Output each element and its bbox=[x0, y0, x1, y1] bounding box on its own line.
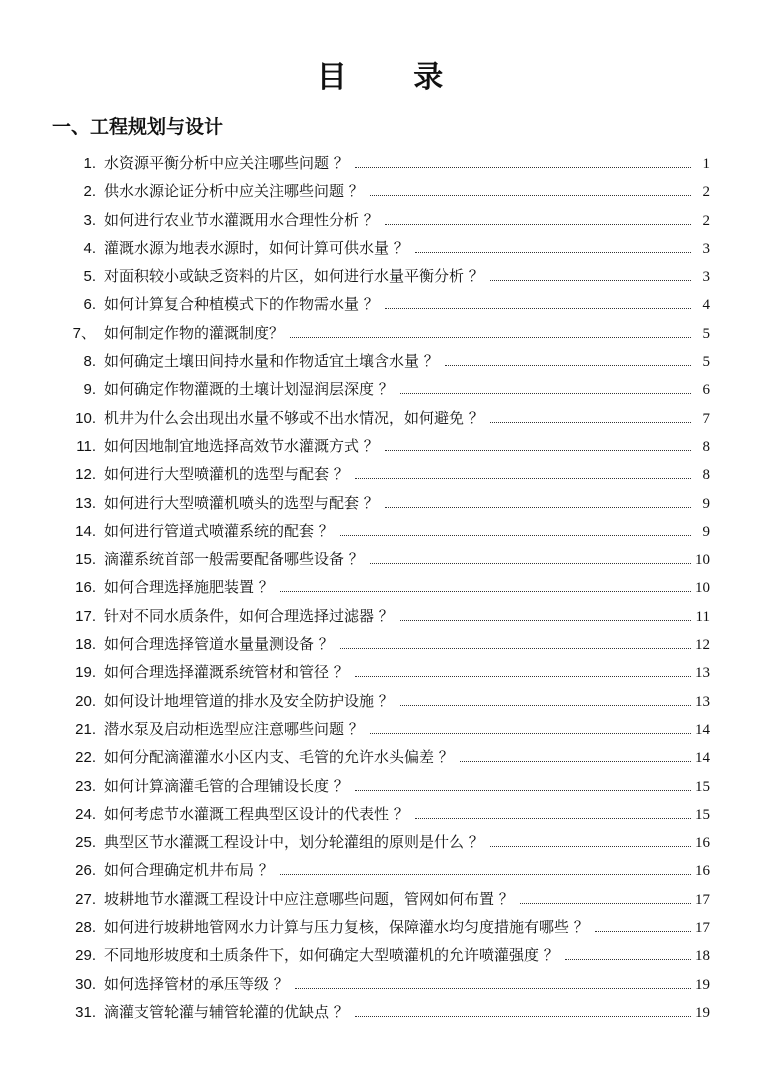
toc-entry-title: 针对不同水质条件，如何合理选择过滤器 ？ bbox=[104, 606, 394, 625]
toc-entry[interactable] bbox=[62, 690, 710, 718]
toc-entry-number: 3. bbox=[83, 211, 96, 229]
toc-entry-number: 19. bbox=[75, 664, 96, 682]
toc-leader-dots bbox=[355, 790, 691, 791]
toc-entry-page: 11 bbox=[695, 608, 710, 625]
toc-entry-number: 8. bbox=[83, 353, 96, 371]
toc-leader-dots bbox=[415, 818, 691, 819]
page-title: 目 录 bbox=[316, 60, 472, 95]
toc-entry-page: 5 bbox=[702, 325, 710, 342]
toc-entry[interactable] bbox=[62, 180, 710, 208]
toc-entry-title: 如何确定土壤田间持水量和作物适宜土壤含水量 ？ bbox=[104, 352, 439, 371]
toc-entry-number: 5. bbox=[83, 268, 96, 286]
toc-leader-dots bbox=[400, 705, 691, 706]
toc-entry[interactable] bbox=[62, 237, 710, 265]
toc-leader-dots bbox=[400, 393, 691, 394]
toc-entry-page: 19 bbox=[695, 1004, 710, 1021]
toc-entry-page: 13 bbox=[695, 665, 710, 682]
toc-entry-title: 如何进行农业节水灌溉用水合理性分析 ？ bbox=[104, 210, 379, 229]
toc-leader-dots bbox=[355, 478, 691, 479]
toc-leader-dots bbox=[520, 903, 691, 904]
toc-leader-dots bbox=[280, 591, 691, 592]
toc-entry[interactable] bbox=[62, 718, 710, 746]
toc-entry-number: 18. bbox=[75, 636, 96, 654]
toc-entry-title: 如何因地制宜地选择高效节水灌溉方式 ？ bbox=[104, 436, 379, 455]
toc-entry[interactable] bbox=[62, 746, 710, 774]
toc-entry-page: 16 bbox=[695, 863, 710, 880]
toc-entry-page: 1 bbox=[702, 156, 710, 172]
toc-leader-dots bbox=[490, 846, 691, 847]
toc-leader-dots bbox=[340, 648, 691, 649]
toc-entry-number: 23. bbox=[75, 777, 96, 795]
toc-entry-title: 滴灌支管轮灌与辅管轮灌的优缺点 ？ bbox=[104, 1002, 349, 1021]
toc-entry-number: 4. bbox=[83, 239, 96, 257]
toc-entry-number: 13. bbox=[75, 494, 96, 512]
toc-entry-number: 20. bbox=[75, 692, 96, 710]
toc-entry-number: 17. bbox=[75, 607, 96, 625]
toc-entry-page: 12 bbox=[695, 637, 710, 654]
toc-entry-page: 8 bbox=[702, 467, 710, 484]
toc-entry[interactable] bbox=[62, 944, 710, 972]
toc-entry-number: 27. bbox=[75, 890, 96, 908]
toc-entry[interactable] bbox=[62, 209, 710, 237]
toc-entry[interactable] bbox=[62, 661, 710, 689]
toc-entry[interactable] bbox=[62, 888, 710, 916]
toc-leader-dots bbox=[280, 874, 691, 875]
toc-entry-title: 不同地形坡度和土质条件下，如何确定大型喷灌机的允许喷灌强度 ？ bbox=[104, 946, 559, 965]
toc-entry[interactable] bbox=[62, 435, 710, 463]
toc-entry[interactable] bbox=[62, 350, 710, 378]
toc-entry-title: 如何选择管材的承压等级 ？ bbox=[104, 974, 289, 993]
toc-entry-title: 如何进行坡耕地管网水力计算与压力复核，保障灌水均匀度措施有哪些 ？ bbox=[104, 918, 589, 937]
toc-entry-number: 6. bbox=[83, 296, 96, 314]
toc-entry-number: 1. bbox=[83, 155, 96, 172]
toc-entry-page: 14 bbox=[695, 750, 710, 767]
toc-leader-dots bbox=[400, 620, 691, 621]
toc-entry[interactable] bbox=[62, 548, 710, 576]
toc-entry-page: 13 bbox=[695, 693, 710, 710]
toc-entry-page: 9 bbox=[702, 495, 710, 512]
toc-entry-number: 16. bbox=[75, 579, 96, 597]
toc-leader-dots bbox=[290, 337, 691, 338]
toc-entry[interactable] bbox=[62, 463, 710, 491]
toc-entry-title: 典型区节水灌溉工程设计中，划分轮灌组的原则是什么 ？ bbox=[104, 833, 484, 852]
toc-entry-number: 29. bbox=[75, 947, 96, 965]
toc-entry-title: 如何合理选择灌溉系统管材和管径 ？ bbox=[104, 663, 349, 682]
toc-leader-dots bbox=[370, 563, 691, 564]
toc-leader-dots bbox=[595, 931, 691, 932]
toc-entry[interactable] bbox=[62, 916, 710, 944]
toc-entry-number: 12. bbox=[75, 466, 96, 484]
toc-entry-title: 如何计算复合种植模式下的作物需水量 ？ bbox=[104, 295, 379, 314]
section-heading: 一、工程规划与设计 bbox=[52, 116, 224, 138]
toc-entry[interactable] bbox=[62, 576, 710, 604]
toc-entry-page: 9 bbox=[702, 523, 710, 540]
toc-entry-page: 6 bbox=[702, 382, 710, 399]
toc-entry[interactable] bbox=[62, 492, 710, 520]
toc-leader-dots bbox=[490, 280, 691, 281]
toc-entry[interactable] bbox=[62, 520, 710, 548]
toc-entry-page: 3 bbox=[702, 240, 710, 257]
toc-entry-page: 4 bbox=[702, 297, 710, 314]
toc-entry-number: 26. bbox=[75, 862, 96, 880]
toc-leader-dots bbox=[445, 365, 691, 366]
toc-entry[interactable] bbox=[62, 1001, 710, 1029]
toc-entry-number: 9. bbox=[83, 381, 96, 399]
toc-entry[interactable] bbox=[62, 831, 710, 859]
toc-leader-dots bbox=[385, 224, 691, 225]
toc-leader-dots bbox=[415, 252, 691, 253]
toc-entry-page: 16 bbox=[695, 835, 710, 852]
toc-entry-title: 如何计算滴灌毛管的合理铺设长度 ？ bbox=[104, 776, 349, 795]
toc-entry[interactable] bbox=[62, 152, 710, 180]
toc-entry-number: 10. bbox=[75, 409, 96, 427]
toc-entry-page: 17 bbox=[695, 920, 710, 937]
toc-entry-number: 24. bbox=[75, 805, 96, 823]
toc-entry[interactable] bbox=[62, 322, 710, 350]
toc-entry-page: 10 bbox=[695, 580, 710, 597]
toc-leader-dots bbox=[490, 422, 691, 423]
toc-entry-number: 28. bbox=[75, 919, 96, 937]
toc-entry-title: 如何设计地埋管道的排水及安全防护设施 ？ bbox=[104, 691, 394, 710]
toc-entry-title: 水资源平衡分析中应关注哪些问题 ？ bbox=[104, 154, 349, 172]
toc-entry-number: 7、 bbox=[72, 324, 96, 342]
toc-entry[interactable] bbox=[62, 633, 710, 661]
toc-entry-page: 2 bbox=[702, 212, 710, 229]
toc-entry-title: 如何分配滴灌灌水小区内支、毛管的允许水头偏差 ？ bbox=[104, 748, 454, 767]
toc-entry-page: 3 bbox=[702, 269, 710, 286]
toc-entry-page: 2 bbox=[702, 184, 710, 201]
toc-entry-title: 如何合理确定机井布局 ？ bbox=[104, 861, 274, 880]
toc-entry-title: 如何考虑节水灌溉工程典型区设计的代表性 ？ bbox=[104, 804, 409, 823]
toc-entry[interactable] bbox=[62, 265, 710, 293]
toc-entry-title: 滴灌系统首部一般需要配备哪些设备 ？ bbox=[104, 550, 364, 569]
toc-leader-dots bbox=[565, 959, 691, 960]
toc-list bbox=[62, 152, 710, 1029]
toc-leader-dots bbox=[385, 450, 691, 451]
toc-entry[interactable] bbox=[62, 378, 710, 406]
toc-entry-title: 如何确定作物灌溉的土壤计划湿润层深度 ？ bbox=[104, 380, 394, 399]
toc-entry-number: 14. bbox=[75, 522, 96, 540]
toc-entry-number: 30. bbox=[75, 975, 96, 993]
toc-entry[interactable] bbox=[62, 293, 710, 321]
toc-entry[interactable] bbox=[62, 775, 710, 803]
toc-entry[interactable] bbox=[62, 973, 710, 1001]
toc-entry-number: 11. bbox=[76, 437, 96, 455]
toc-entry-title: 潜水泵及启动柜选型应注意哪些问题 ？ bbox=[104, 719, 364, 738]
toc-leader-dots bbox=[355, 676, 691, 677]
toc-entry-number: 21. bbox=[75, 720, 96, 738]
toc-leader-dots bbox=[385, 507, 691, 508]
toc-entry-page: 7 bbox=[702, 410, 710, 427]
toc-entry-page: 15 bbox=[695, 806, 710, 823]
toc-entry-page: 8 bbox=[702, 438, 710, 455]
toc-entry[interactable] bbox=[62, 803, 710, 831]
toc-entry-title: 如何进行大型喷灌机的选型与配套 ？ bbox=[104, 465, 349, 484]
toc-entry[interactable] bbox=[62, 407, 710, 435]
toc-leader-dots bbox=[340, 535, 691, 536]
toc-entry-title: 如何合理选择管道水量量测设备 ？ bbox=[104, 635, 334, 654]
toc-entry-page: 17 bbox=[695, 891, 710, 908]
toc-entry-page: 10 bbox=[695, 552, 710, 569]
toc-entry[interactable] bbox=[62, 859, 710, 887]
toc-entry-title: 供水水源论证分析中应关注哪些问题 ？ bbox=[104, 182, 364, 201]
toc-leader-dots bbox=[355, 167, 691, 168]
toc-entry-number: 31. bbox=[75, 1003, 96, 1021]
toc-entry-page: 19 bbox=[695, 976, 710, 993]
toc-entry-number: 22. bbox=[75, 749, 96, 767]
toc-entry-title: 如何进行管道式喷灌系统的配套 ？ bbox=[104, 521, 334, 540]
toc-leader-dots bbox=[370, 733, 691, 734]
toc-entry-title: 灌溉水源为地表水源时，如何计算可供水量 ？ bbox=[104, 238, 409, 257]
toc-entry[interactable] bbox=[62, 605, 710, 633]
toc-entry-title: 坡耕地节水灌溉工程设计中应注意哪些问题，管网如何布置 ？ bbox=[104, 889, 514, 908]
toc-leader-dots bbox=[370, 195, 691, 196]
toc-entry-title: 如何进行大型喷灌机喷头的选型与配套 ？ bbox=[104, 493, 379, 512]
toc-entry-number: 2. bbox=[83, 183, 96, 201]
toc-entry-page: 5 bbox=[702, 354, 710, 371]
toc-leader-dots bbox=[460, 761, 691, 762]
toc-entry-number: 15. bbox=[75, 551, 96, 569]
toc-entry-title: 如何合理选择施肥装置 ？ bbox=[104, 578, 274, 597]
toc-entry-page: 15 bbox=[695, 778, 710, 795]
toc-leader-dots bbox=[295, 988, 691, 989]
toc-entry-title: 如何制定作物的灌溉制度？ bbox=[104, 323, 285, 342]
toc-entry-title: 机井为什么会出现出水量不够或不出水情况，如何避免 ？ bbox=[104, 408, 484, 427]
toc-leader-dots bbox=[385, 308, 691, 309]
toc-entry-page: 18 bbox=[695, 948, 710, 965]
toc-entry-title: 对面积较小或缺乏资料的片区，如何进行水量平衡分析 ？ bbox=[104, 267, 484, 286]
toc-entry-number: 25. bbox=[75, 834, 96, 852]
toc-leader-dots bbox=[355, 1016, 691, 1017]
toc-entry-page: 14 bbox=[695, 721, 710, 738]
